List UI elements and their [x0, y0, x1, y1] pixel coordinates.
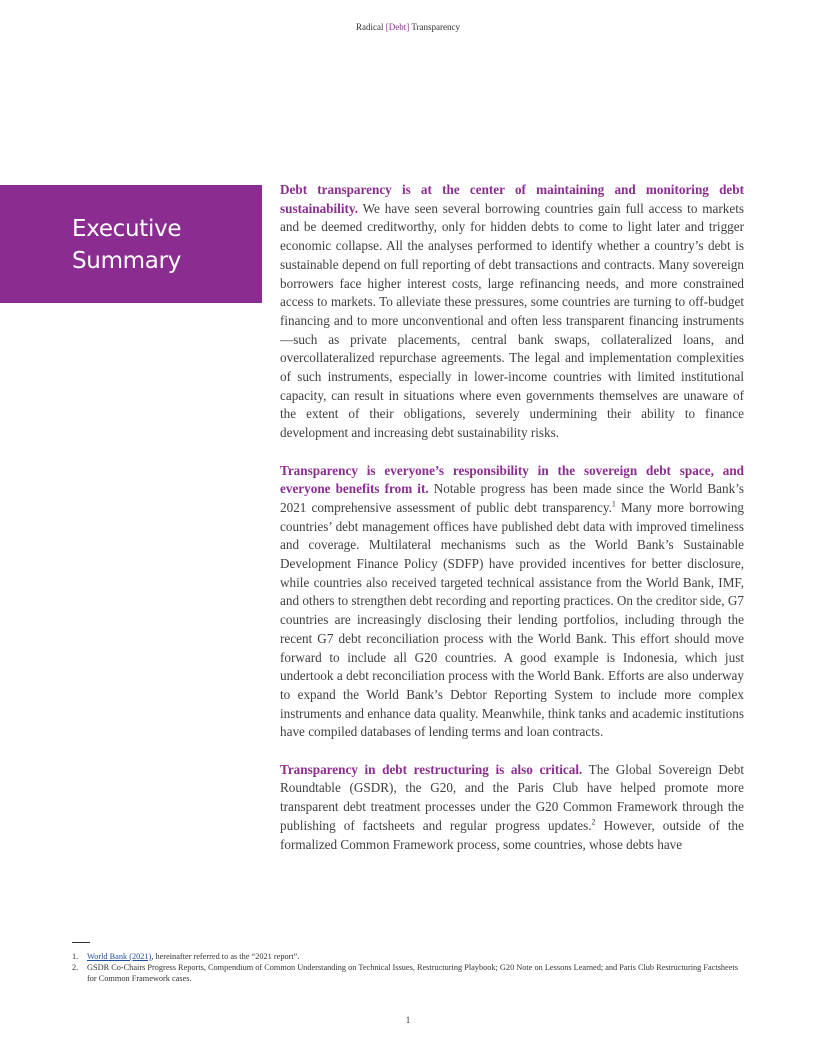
footnote-number: 1. — [72, 952, 79, 961]
paragraph-text: Notable progress has been made since the World Bank’s 2021 comprehensive assessment of public debt transparency. — [280, 481, 744, 515]
section-title-line-1: Executive — [72, 216, 182, 242]
paragraph-text: However, outside of the formalized Common Framework process, some countries, whose debts have — [280, 817, 745, 852]
footnote-2 — [72, 962, 744, 984]
world-bank-2021-link[interactable]: World Bank (2021) — [87, 952, 152, 961]
footnote-number: 2. — [72, 963, 79, 972]
section-title-line-2: Summary — [72, 248, 182, 274]
paragraph-responsibility — [280, 462, 744, 743]
running-header — [0, 22, 816, 32]
footnote-text — [87, 951, 299, 962]
footnote-divider — [72, 942, 90, 943]
footnote-1 — [72, 951, 744, 962]
paragraph-restructuring — [280, 761, 744, 855]
footnote-ref-2[interactable]: 2 — [591, 817, 596, 827]
paragraph-debt-transparency — [280, 181, 744, 443]
section-title — [72, 213, 252, 277]
paragraph-text: Many more borrowing countries’ debt management offices have published debt data with improved timeliness and coverage. Multilateral mechanisms such as the World Bank’s Sustainable Development Finance Policy (SDFP) have provided incentives for better disclosure, while countries also received targeted technical assistance from the World Bank, IMF, and others to strengthen debt recording and reporting practices. On the creditor side, G7 countries are increasingly disclosing their lending portfolios, including through the recent G7 debt reconciliation process with the World Bank. This effort should move forward to include all G20 countries. A good example is Indonesia, which just undertook a debt reconciliation process with the World Bank. Efforts are also underway to expand the World Bank’s Debtor Reporting System to include more complex instruments and enhance data quality. Meanwhile, think tanks and academic institutions have compiled databases of lending terms and loan contracts. — [280, 499, 745, 740]
page-number: 1 — [405, 1015, 411, 1025]
header-prefix: Radical — [356, 22, 384, 32]
footnote-ref-1[interactable]: 1 — [611, 499, 616, 509]
paragraph-lead: Transparency in debt restructuring is also critical. — [280, 761, 583, 777]
body-text — [280, 181, 744, 873]
header-suffix: Transparency — [411, 22, 460, 32]
footnotes — [72, 951, 744, 984]
footnote-text: GSDR Co-Chairs Progress Reports, Compendium of Common Understanding on Technical Issues, Restructuring Playbook; G20 Note on Lessons Learned; and Paris Club Restructuring Factsheets for Common Framework cases. — [87, 963, 738, 983]
paragraph-lead: Transparency is everyone’s responsibility in the sovereign debt space, and everyone benefits from it. — [280, 462, 744, 497]
paragraph-lead: Debt transparency is at the center of maintaining and monitoring debt sustainability. — [280, 182, 744, 216]
paragraph-text: We have seen several borrowing countries gain full access to markets and be deemed creditworthy, only for hidden debts to come to light later and trigger economic collapse. All the analyses performed to identify whether a country’s debt is sustainable depend on full reporting of debt transactions and contracts. Many sovereign borrowers face higher interest costs, large refinancing needs, and more constrained access to markets. To alleviate these pressures, some countries are turning to off-budget financing and to more unconventional and often less transparent financing instruments—such as private placements, central bank swaps, collateralized loans, and overcollateralized repurchase agreements. The legal and implementation complexities of such instruments, especially in lower-income countries with limited institutional capacity, can result in situations where even governments themselves are unaware of the extent of their obligations, severely undermining their ability to finance development and increasing debt sustainability risks. — [280, 200, 744, 441]
footnote-text-rest: , hereinafter referred to as the “2021 report”. — [151, 952, 300, 961]
paragraph-text: The Global Sovereign Debt Roundtable (GSDR), the G20, and the Paris Club have helped promote more transparent debt treatment processes under the G20 Common Framework through the publishing of factsheets and regular progress updates. — [280, 761, 744, 833]
header-accent: [Debt] — [385, 22, 410, 32]
